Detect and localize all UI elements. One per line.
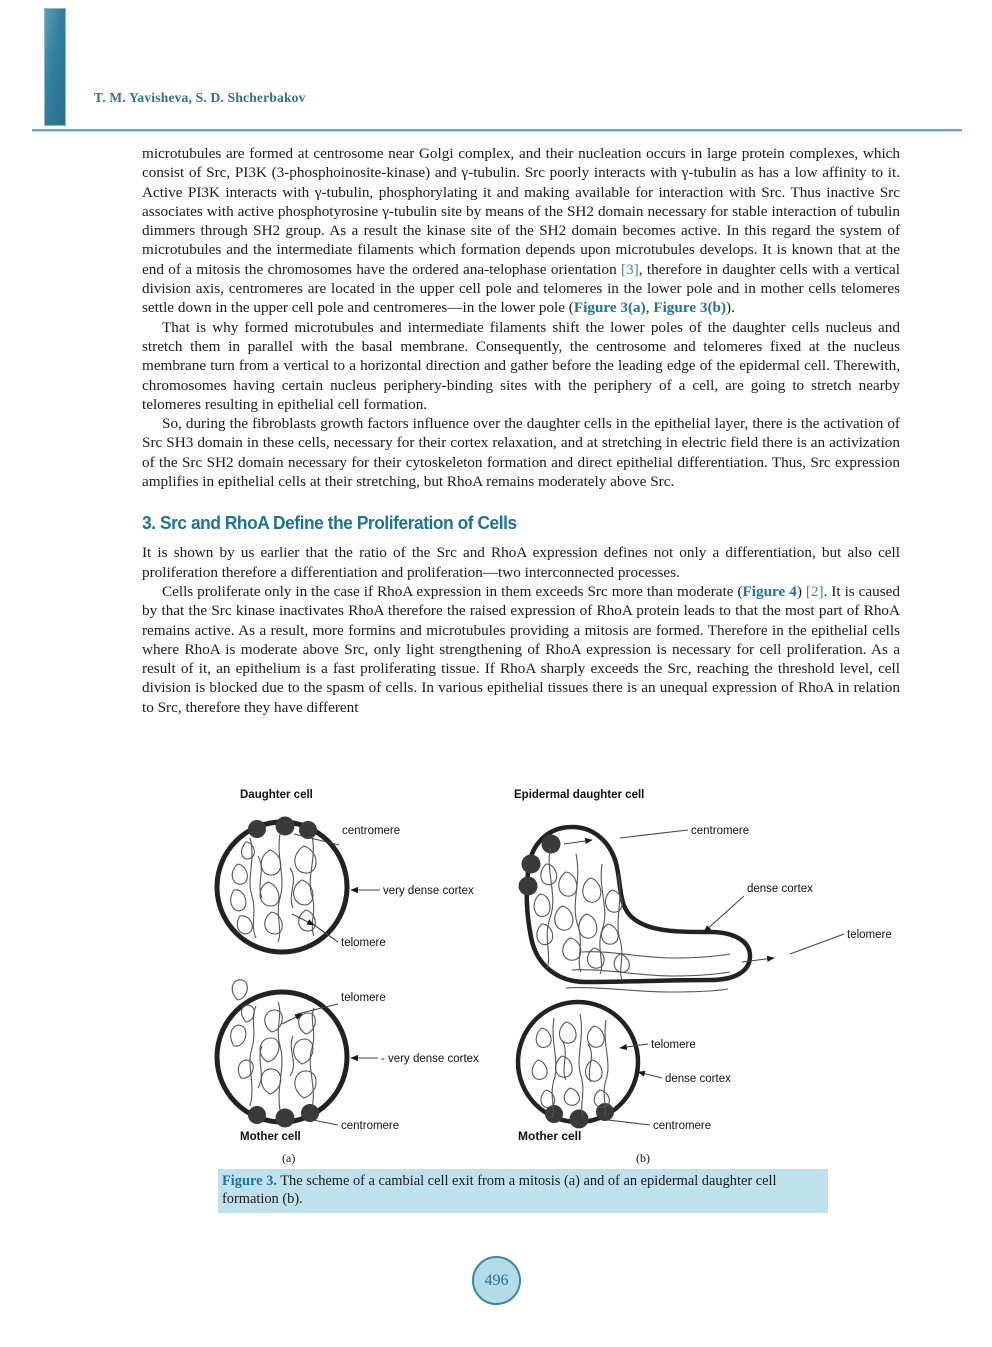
figure-caption-text: The scheme of a cambial cell exit from a mitosis (a) and of an epidermal daughter cell formation (b). xyxy=(222,1173,777,1207)
cell-mother-a xyxy=(217,980,479,1132)
figure-3-illustration xyxy=(142,782,900,1182)
paragraph-1-text-a: microtubules are formed at centrosome near Golgi complex, and their nucleation occurs in large protein complexes, which consist of Src, PI3K (3-phosphoinosite-kinase) and γ-tubulin. Src poorly interacts with γ-tubulin as has a low affinity to it. Active PI3K interacts with γ-tubulin, phosphorylating it and making available for interaction with Src. Thus inactive Src associates with active phosphotyrosine γ-tubulin site by means of the SH2 domain necessary for stable interaction of tubulin dimmers through SH2 group. As a result the kinase site of the SH2 domain becomes active. In this regard the system of microtubules and the intermediate filaments which formation depends upon microtubules develops. It is known that at the end of a mitosis the chromosomes have the ordered ana-telophase orientation xyxy=(142,145,900,278)
text-column xyxy=(142,144,900,717)
panel-label-b: (b) xyxy=(636,1151,650,1165)
figure-caption xyxy=(218,1169,828,1213)
citation-2[interactable]: [2] xyxy=(805,582,824,600)
paragraph-5-text-b: ) xyxy=(796,582,806,600)
figure-ref-4[interactable]: Figure 4 xyxy=(742,582,797,600)
section-heading: 3. Src and RhoA Define the Proliferation of Cells xyxy=(142,512,517,534)
cell-daughter-a xyxy=(217,817,474,953)
header-rule-light xyxy=(32,131,962,132)
figure-ref-3b[interactable]: Figure 3(b) xyxy=(653,299,727,317)
page-number: 496 xyxy=(484,1271,509,1289)
label-dense-cortex-b-top: dense cortex xyxy=(747,883,813,895)
paragraph-1-text-c: ). xyxy=(726,299,735,317)
paragraph-3: So, during the fibroblasts growth factors influence over the daughter cells in the epithelial layer, there is the activation of Src SH3 domain in these cells, necessary for their cortex relaxation, and at stretching in electric field there is an activization of the Src SH2 domain necessary for their cytoskeleton formation and direct epithelial differentiation. Thus, Src expression amplifies in epithelial cells at their stretching, but RhoA remains moderately above Src. xyxy=(142,415,900,491)
label-centromere-b-top: centromere xyxy=(691,825,750,837)
page-number-badge xyxy=(472,1256,521,1305)
accent-bar xyxy=(44,8,66,126)
paragraph-2: That is why formed microtubules and intermediate filaments shift the lower poles of the daughter cells nucleus and stretch them in parallel with the basal membrane. Consequently, the centrosome and telomeres fixed at the nucleus membrane turn from a vertical to a horizontal direction and gather before the leading edge of the epidermal cell. Therewith, chromosomes having certain nucleus periphery-binding sites with the periphery of a cell, are going to stretch nearby telomeres resulting in epithelial cell formation. xyxy=(142,318,900,413)
paragraph-5-text-c: . It is caused by that the Src kinase inactivates RhoA therefore the raised expression of RhoA protein leads to that the most part of RhoA remains active. As a result, more formins and microtubules providing a mitosis are formed. Therefore in the epithelial cells where RhoA is moderate above Src, only light strengthening of RhoA expression is necessary for cell proliferation. As a result of it, an epithelium is a fast proliferating tissue. If RhoA sharply exceeds the Src, reaching the threshold level, cell division is blocked due to the spasm of cells. In various epithelial tissues there is an unequal expression of RhoA in relation to Src, therefore they have different xyxy=(142,582,901,716)
citation-3[interactable]: [3] xyxy=(621,260,639,278)
paragraph-5 xyxy=(142,582,900,717)
figure-ref-3a[interactable]: Figure 3(a) xyxy=(573,299,646,317)
label-dense-cortex-b-bottom: dense cortex xyxy=(665,1073,731,1085)
label-epidermal-daughter-cell: Epidermal daughter cell xyxy=(514,789,645,801)
figure-3 xyxy=(142,782,900,1207)
panel-label-a: (a) xyxy=(282,1151,296,1165)
label-telomere-a-bottom: telomere xyxy=(341,992,386,1004)
figure-ref-separator: , xyxy=(645,299,654,317)
label-telomere-b-top: telomere xyxy=(847,929,892,941)
label-very-dense-cortex-a-top: very dense cortex xyxy=(383,885,474,897)
figure-caption-label: Figure 3. xyxy=(222,1173,277,1189)
label-centromere-a-top: centromere xyxy=(342,825,401,837)
paragraph-4: It is shown by us earlier that the ratio of the Src and RhoA expression defines not only a differentiation, but also cell proliferation therefore a differentiation and proliferation—two interconnected processes. xyxy=(142,544,900,581)
label-very-dense-cortex-a-bottom: - very dense cortex xyxy=(381,1053,479,1065)
label-daughter-cell: Daughter cell xyxy=(240,789,313,801)
label-centromere-b-bottom: centromere xyxy=(653,1120,712,1132)
label-telomere-a-top: telomere xyxy=(341,937,386,949)
paragraph-1 xyxy=(142,144,900,318)
paragraph-1-text-b: , therefore in daughter cells with a vertical division axis, centromeres are located in the upper cell pole and telomeres in the lower pole and in mother cells telomeres settle down in the upper cell pole and centromeres—in the lower pole ( xyxy=(142,260,900,317)
running-header-authors: T. M. Yavisheva, S. D. Shcherbakov xyxy=(94,90,306,105)
paragraph-5-text-a: Cells proliferate only in the case if RhoA expression in them exceeds Src more than moderate ( xyxy=(162,582,743,600)
label-centromere-a-bottom: centromere xyxy=(341,1120,400,1132)
label-mother-cell-a: Mother cell xyxy=(240,1131,301,1143)
cell-mother-b xyxy=(518,1002,731,1132)
label-telomere-b-bottom: telomere xyxy=(651,1039,696,1051)
cell-epidermal-daughter xyxy=(519,825,892,992)
label-mother-cell-b: Mother cell xyxy=(518,1129,582,1143)
